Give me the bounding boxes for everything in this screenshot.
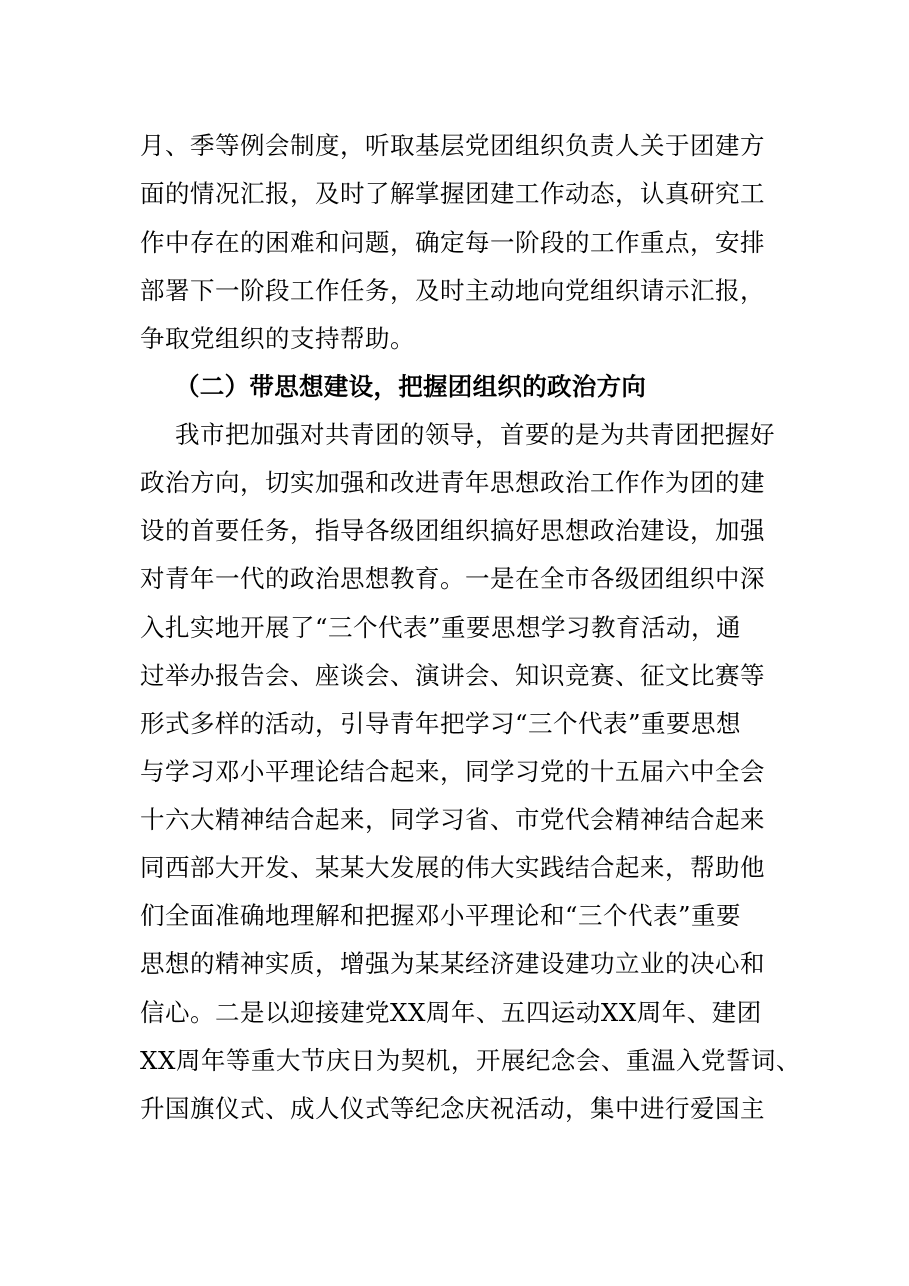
paragraph-line: XX周年等重大节庆日为契机，开展纪念会、重温入党誓词、: [140, 1046, 801, 1075]
paragraph-line: 形式多样的活动，引导青年把学习“三个代表”重要思想: [140, 709, 742, 738]
paragraph-line: 我市把加强对共青团的领导，首要的是为共青团把握好: [175, 420, 775, 449]
paragraph-line: 升国旗仪式、成人仪式等纪念庆祝活动，集中进行爱国主: [140, 1094, 765, 1123]
paragraph-line: 与学习邓小平理论结合起来，同学习党的十五届六中全会: [140, 757, 765, 786]
paragraph-line: 入扎实地开展了“三个代表”重要思想学习教育活动，通: [140, 613, 742, 642]
section-heading: （二）带思想建设，把握团组织的政治方向: [175, 372, 647, 401]
paragraph-line: 同西部大开发、某某大发展的伟大实践结合起来，帮助他: [140, 853, 765, 882]
paragraph-line: 对青年一代的政治思想教育。一是在全市各级团组织中深: [140, 564, 765, 593]
paragraph-line: 月、季等例会制度，听取基层党团组织负责人关于团建方: [140, 131, 765, 160]
paragraph-line: 面的情况汇报，及时了解掌握团建工作动态，认真研究工: [140, 179, 765, 208]
paragraph-line: 思想的精神实质，增强为某某经济建设建功立业的决心和: [140, 949, 765, 978]
paragraph-line: 设的首要任务，指导各级团组织搞好思想政治建设，加强: [140, 516, 765, 545]
paragraph-line: 十六大精神结合起来，同学习省、市党代会精神结合起来: [140, 805, 765, 834]
paragraph-line: 部署下一阶段工作任务，及时主动地向党组织请示汇报，: [140, 276, 765, 305]
paragraph-line: 们全面准确地理解和把握邓小平理论和“三个代表”重要: [140, 901, 742, 930]
paragraph-line: 过举办报告会、座谈会、演讲会、知识竞赛、征文比赛等: [140, 661, 765, 690]
paragraph-line: 争取党组织的支持帮助。: [140, 324, 415, 353]
paragraph-line: 政治方向，切实加强和改进青年思想政治工作作为团的建: [140, 468, 765, 497]
paragraph-line: 信心。二是以迎接建党XX周年、五四运动XX周年、建团: [140, 998, 762, 1027]
paragraph-line: 作中存在的困难和问题，确定每一阶段的工作重点，安排: [140, 228, 765, 257]
